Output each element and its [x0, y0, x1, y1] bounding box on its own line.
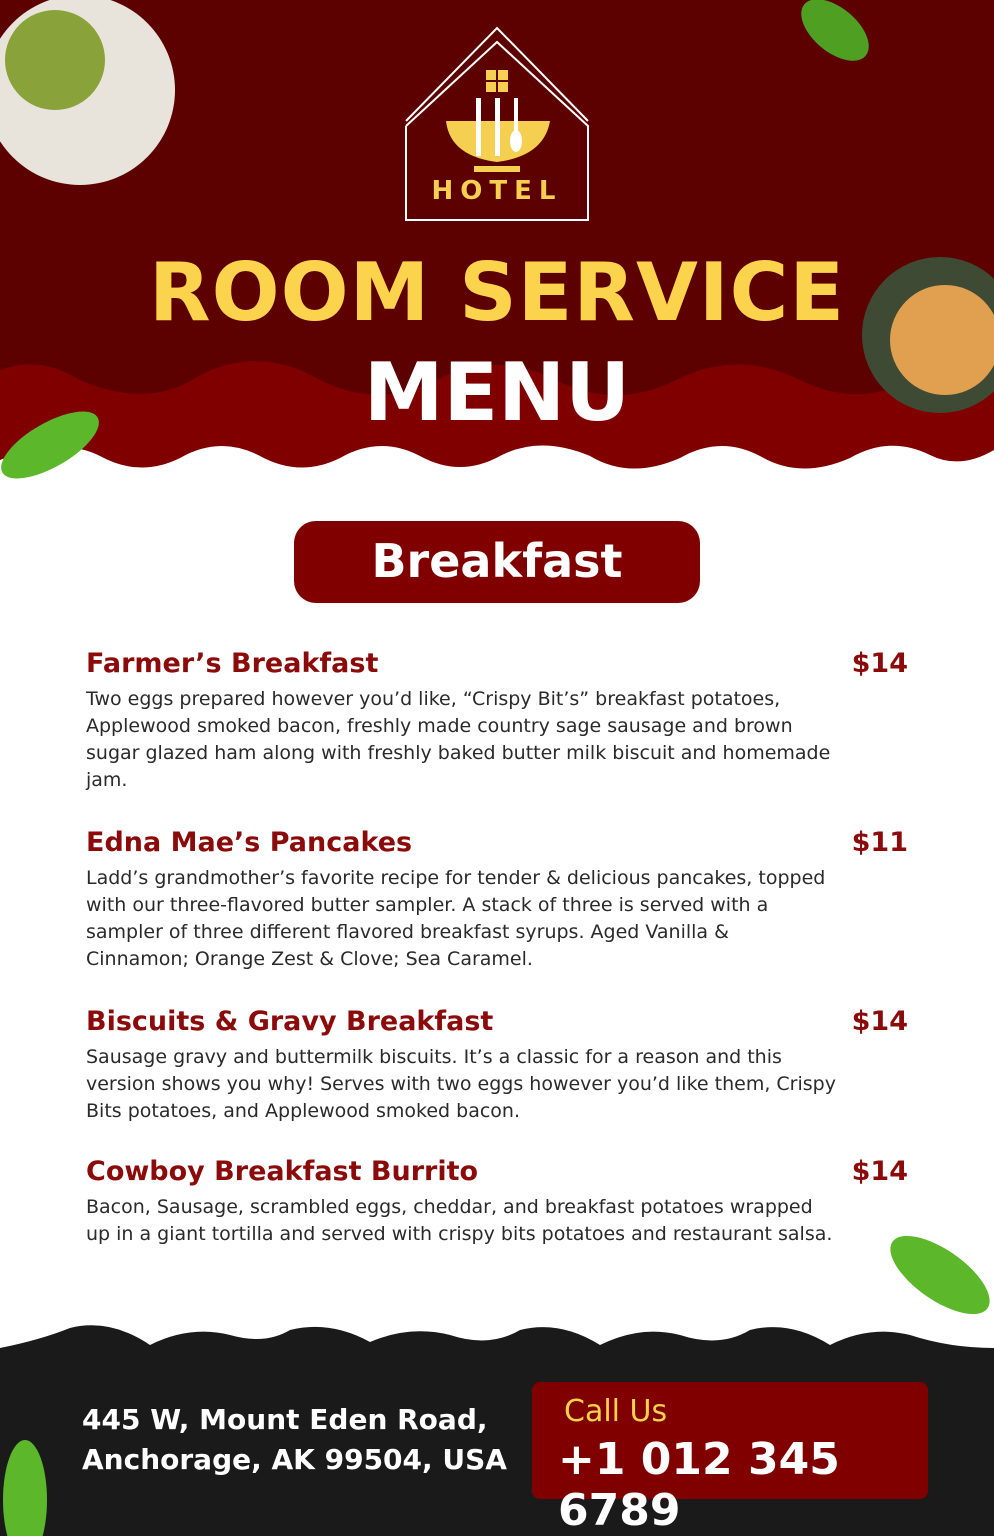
section-title-breakfast: Breakfast — [294, 521, 700, 603]
item-name: Farmer’s Breakfast — [86, 648, 379, 679]
hotel-logo — [404, 26, 590, 222]
address-line-1: 445 W, Mount Eden Road, — [82, 1403, 488, 1436]
title-menu: MENU — [363, 346, 631, 439]
address-line-2: Anchorage, AK 99504, USA — [82, 1443, 507, 1476]
item-description: Ladd’s grandmother’s favorite recipe for tender & delicious pancakes, topped with our three-flavored butter sampler. A stack of three is served with a sampler of three different flavored breakfast syrups. Aged Vanilla & Cinnamon; Orange Zest & Clove; Sea Caramel. — [86, 867, 826, 970]
title-room-service: ROOM SERVICE — [149, 246, 845, 339]
item-description: Two eggs prepared however you’d like, “Crispy Bit’s” breakfast potatoes, Applewood smoked bacon, freshly made country sage sausage and brown sugar glazed ham along with freshly baked butter milk biscuit and homemade jam. — [86, 688, 831, 791]
item-description: Sausage gravy and buttermilk biscuits. It’s a classic for a reason and this version shows you why! Serves with two eggs however you’d like them, Crispy Bits potatoes, and Applewood smoked bacon. — [86, 1046, 836, 1122]
call-us-label: Call Us — [564, 1394, 668, 1429]
logo-text: HOTEL — [431, 176, 563, 206]
item-name: Biscuits & Gravy Breakfast — [86, 1006, 494, 1037]
item-price: $14 — [851, 648, 908, 679]
menu-item — [86, 1152, 916, 1248]
item-price: $14 — [851, 1006, 908, 1037]
leaf-image — [880, 1220, 994, 1330]
menu-item — [86, 823, 916, 973]
item-price: $14 — [851, 1156, 908, 1187]
item-name: Edna Mae’s Pancakes — [86, 827, 413, 858]
item-name: Cowboy Breakfast Burrito — [86, 1156, 479, 1187]
item-price: $11 — [851, 827, 908, 858]
menu-item — [86, 644, 916, 794]
menu-item — [86, 1002, 916, 1125]
address — [82, 1400, 507, 1480]
call-us-box — [532, 1382, 928, 1536]
item-description: Bacon, Sausage, scrambled eggs, cheddar, and breakfast potatoes wrapped up in a giant tortilla and served with crispy bits potatoes and restaurant salsa. — [86, 1196, 833, 1245]
phone-number: +1 012 345 6789 — [558, 1434, 840, 1536]
